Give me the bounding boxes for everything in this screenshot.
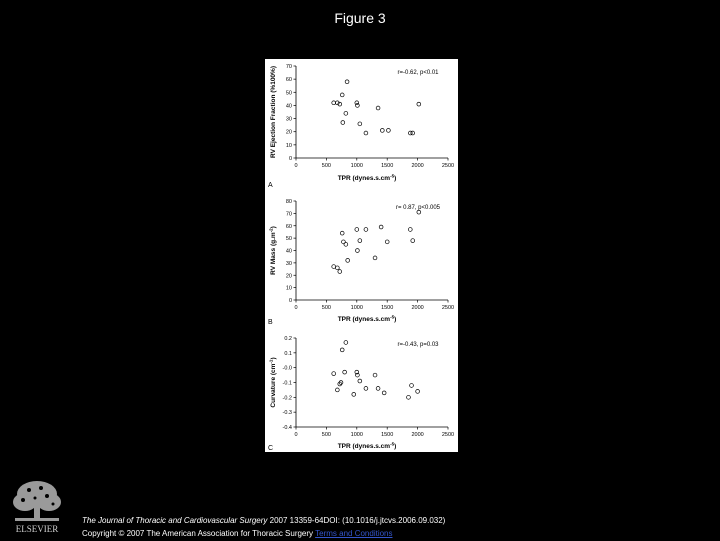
- x-tick-label: 500: [321, 305, 331, 311]
- data-point: [376, 106, 380, 110]
- y-tick-label: 60: [285, 223, 292, 230]
- data-point: [341, 121, 345, 125]
- x-tick-label: 2000: [411, 305, 424, 311]
- y-tick-label: 40: [285, 103, 292, 110]
- y-tick-label: 30: [285, 260, 292, 267]
- panel-label: B: [268, 319, 273, 326]
- figure-panel: [265, 59, 458, 452]
- data-point: [340, 231, 344, 235]
- data-point: [411, 131, 415, 135]
- y-tick-label: -0.2: [282, 395, 292, 402]
- y-tick-label: -0.4: [282, 425, 292, 431]
- data-point: [344, 341, 348, 345]
- data-point: [373, 373, 377, 377]
- data-point: [340, 93, 344, 97]
- slide-title: Figure 3: [334, 10, 386, 26]
- y-tick-label: -0.3: [282, 410, 292, 417]
- y-tick-label: 40: [285, 248, 292, 255]
- terms-and-conditions-link[interactable]: Terms and Conditions: [315, 529, 393, 538]
- correlation-annotation: r=-0.43, p=0.03: [397, 342, 439, 348]
- data-point: [358, 122, 362, 126]
- y-tick-label: -0.1: [282, 380, 292, 387]
- y-axis-label: RV Mass $(g.m^{-2})$: [268, 226, 277, 275]
- y-tick-label: 20: [285, 273, 292, 280]
- data-point: [338, 270, 342, 274]
- x-tick-label: 0: [294, 432, 298, 438]
- journal-name: The Journal of Thoracic and Cardiovascular Surgery: [82, 516, 268, 525]
- data-point: [358, 239, 362, 243]
- data-point: [344, 111, 348, 115]
- data-point: [387, 129, 391, 133]
- y-tick-label: 30: [285, 116, 292, 123]
- x-axis-label: TPR $(dynes.s.cm^{-5})$: [337, 441, 397, 450]
- data-point: [356, 249, 360, 253]
- data-point: [356, 104, 360, 108]
- data-point: [380, 129, 384, 133]
- y-tick-label: 0: [288, 156, 292, 162]
- x-axis-label: TPR $(dynes.s.cm^{-5})$: [337, 173, 397, 182]
- y-tick-label: 50: [285, 236, 292, 243]
- x-tick-label: 0: [294, 163, 298, 169]
- panel-label: C: [268, 445, 274, 452]
- copyright-line: [82, 529, 393, 538]
- x-tick-label: 2500: [441, 305, 455, 311]
- x-tick-label: 0: [294, 305, 298, 311]
- data-point: [385, 240, 389, 244]
- data-point: [332, 101, 336, 105]
- x-tick-label: 1000: [350, 432, 363, 438]
- data-point: [352, 392, 356, 396]
- data-point: [364, 131, 368, 135]
- data-point: [332, 265, 336, 269]
- data-point: [358, 379, 362, 383]
- data-point: [382, 391, 386, 395]
- data-point: [417, 102, 421, 106]
- x-tick-label: 2000: [411, 432, 424, 438]
- citation-text: 2007 13359-64DOI: (10.1016/j.jtcvs.2006.09.032): [269, 516, 446, 525]
- y-tick-label: 20: [285, 129, 292, 136]
- y-tick-label: -0.0: [282, 365, 292, 372]
- data-point: [343, 370, 347, 374]
- x-tick-label: 2500: [441, 163, 455, 169]
- x-axis-label: TPR $(dynes.s.cm^{-5})$: [337, 314, 397, 323]
- data-point: [416, 390, 420, 394]
- y-tick-label: 60: [285, 77, 292, 84]
- data-point: [344, 242, 348, 246]
- panel-label: A: [268, 182, 273, 189]
- y-tick-label: 0.1: [284, 350, 292, 357]
- y-tick-label: 70: [285, 211, 292, 218]
- y-tick-label: 0: [288, 298, 292, 304]
- y-tick-label: 70: [285, 64, 292, 70]
- journal-citation: [82, 516, 445, 525]
- data-point: [335, 266, 339, 270]
- y-tick-label: 10: [285, 142, 292, 149]
- data-point: [379, 225, 383, 229]
- data-point: [355, 101, 359, 105]
- elsevier-tree-icon: [7, 478, 67, 536]
- x-tick-label: 1500: [381, 163, 394, 169]
- data-point: [364, 387, 368, 391]
- data-point: [410, 384, 414, 388]
- data-point: [373, 256, 377, 260]
- y-axis-label: Curvature $(cm^{-1})$: [268, 357, 277, 408]
- publisher-name: ELSEVIER: [15, 524, 59, 534]
- x-tick-label: 500: [321, 432, 331, 438]
- copyright-text: Copyright © 2007 The American Association for Thoracic Surgery: [82, 529, 314, 538]
- correlation-annotation: r=-0.62, p<0.01: [397, 70, 439, 76]
- x-tick-label: 2500: [441, 432, 455, 438]
- data-point: [364, 228, 368, 232]
- data-point: [376, 387, 380, 391]
- data-point: [407, 395, 411, 399]
- x-tick-label: 1500: [381, 305, 394, 311]
- x-tick-label: 1000: [350, 305, 363, 311]
- correlation-annotation: r= 0.87, p<0.005: [395, 205, 441, 211]
- elsevier-tree-logo: [7, 478, 67, 536]
- x-tick-label: 2000: [411, 163, 424, 169]
- x-tick-label: 500: [321, 163, 331, 169]
- x-tick-label: 1000: [350, 163, 363, 169]
- y-axis-label: RV Ejection Fraction (%100%): [270, 66, 277, 158]
- data-point: [345, 80, 349, 84]
- data-point: [335, 388, 339, 392]
- data-point: [408, 228, 412, 232]
- y-tick-label: 0.2: [284, 336, 292, 342]
- y-tick-label: 50: [285, 90, 292, 97]
- data-point: [411, 239, 415, 243]
- x-tick-label: 1500: [381, 432, 394, 438]
- data-point: [346, 259, 350, 263]
- data-point: [355, 228, 359, 232]
- y-tick-label: 80: [285, 199, 292, 205]
- scatter-figure: [265, 59, 458, 452]
- data-point: [332, 372, 336, 376]
- y-tick-label: 10: [285, 285, 292, 292]
- data-point: [340, 348, 344, 352]
